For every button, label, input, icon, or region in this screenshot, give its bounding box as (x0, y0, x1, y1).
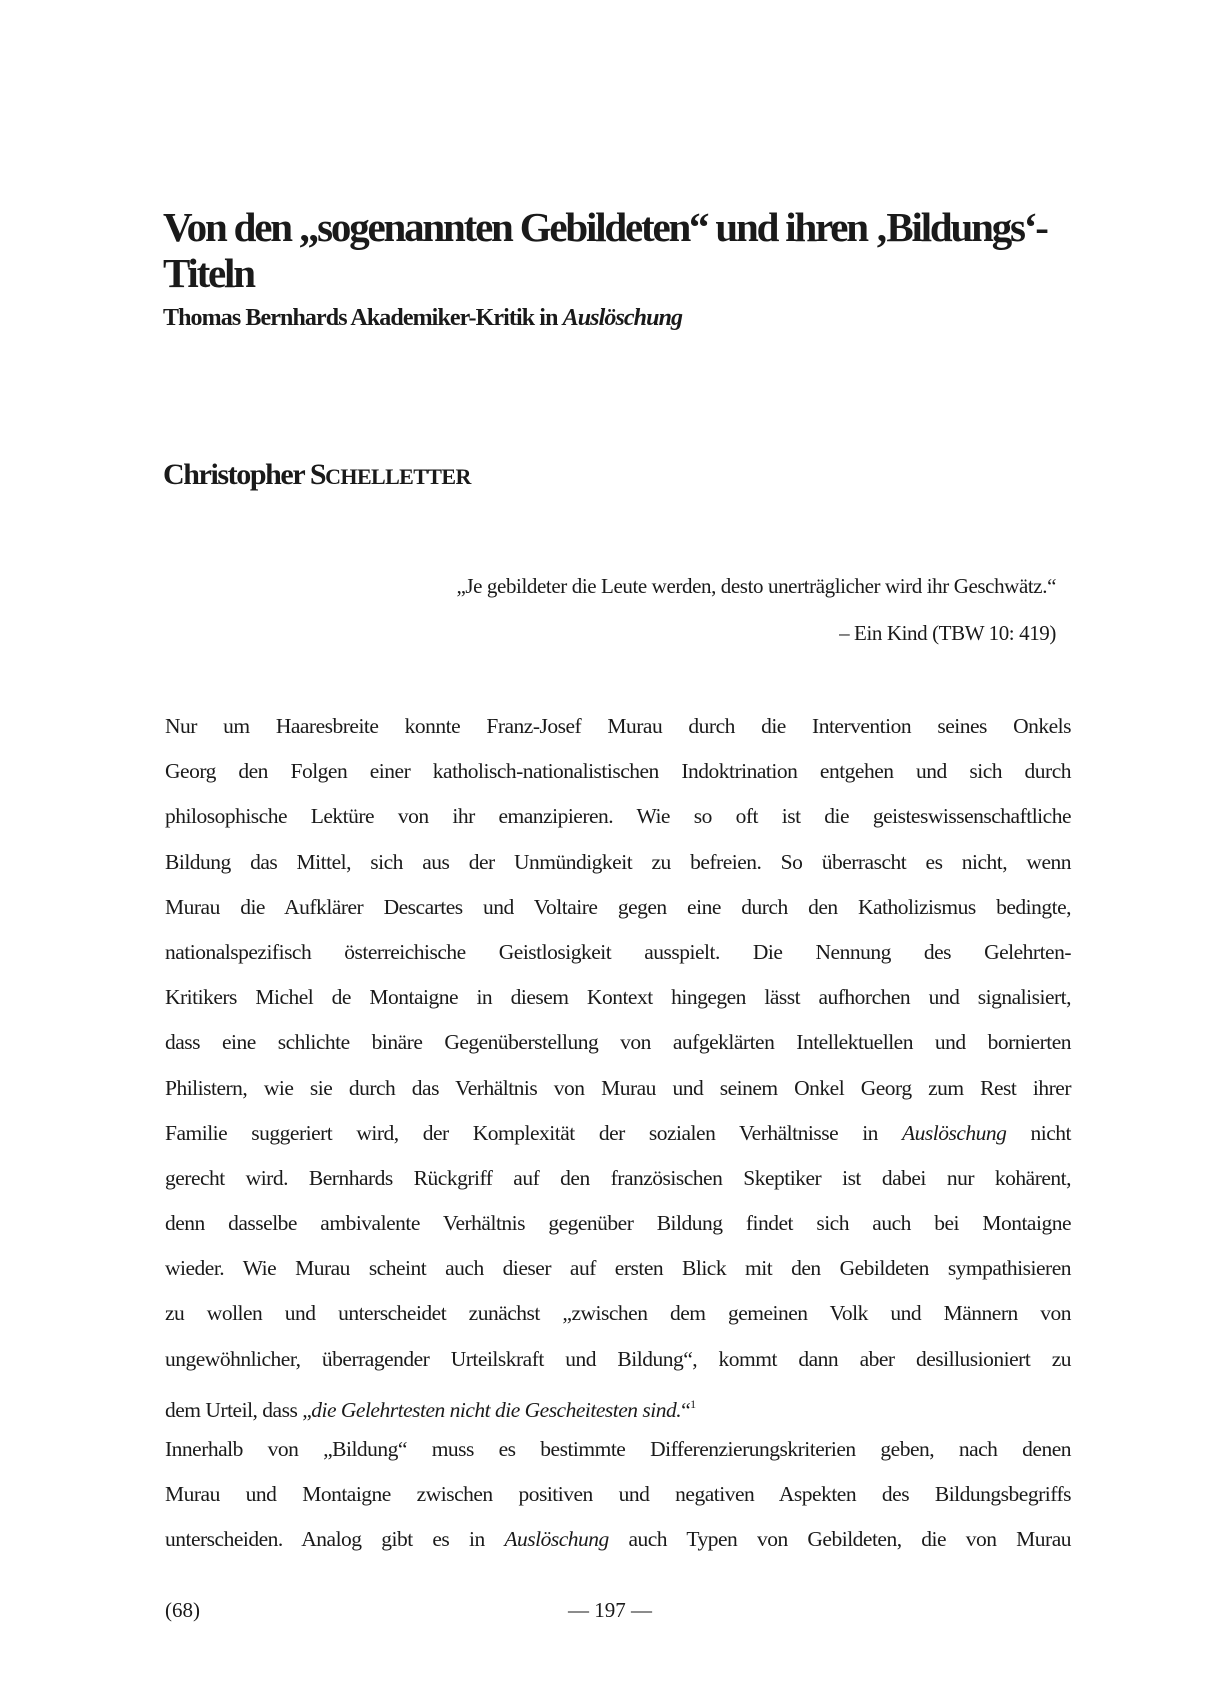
article-title: Von den „sogenannten Gebildeten“ und ihren ‚Bildungs‘-Titeln (163, 204, 1047, 296)
body-line: Murau die Aufklärer Descartes und Voltaire gegen eine durch den Katholizismus bedingte, (165, 894, 1071, 919)
author-name (163, 458, 471, 492)
body-line: wieder. Wie Murau scheint auch dieser auf ersten Blick mit den Gebildeten sympathisieren (165, 1256, 1071, 1281)
body-line: Georg den Folgen einer katholisch-nationalistischen Indoktrination entgehen und sich durch (165, 759, 1071, 784)
body-line (165, 1119, 1071, 1164)
body-line: gerecht wird. Bernhards Rückgriff auf den französischen Skeptiker ist dabei nur kohärent, (165, 1165, 1071, 1190)
page-number: — 197 — (568, 1598, 652, 1622)
text: dem Urteil, dass „ (165, 1397, 312, 1422)
subtitle-italic-work: Auslöschung (562, 305, 683, 331)
body-line (165, 1525, 1071, 1570)
body-line (165, 1390, 1071, 1435)
body-line: ungewöhnlicher, überragender Urteilskraft und Bildung“, kommt dann aber desillusioniert zu (165, 1346, 1071, 1371)
body-line: Kritikers Michel de Montaigne in diesem Kontext hingegen lässt aufhorchen und signalisiert, (165, 985, 1071, 1010)
body-line: nationalspezifisch österreichische Geistlosigkeit ausspielt. Die Nennung des Gelehrten- (165, 939, 1071, 964)
issue-number: (68) (165, 1598, 200, 1622)
subtitle-text: Thomas Bernhards Akademiker-Kritik in (163, 305, 563, 331)
author-last-rest: CHELLETTER (325, 464, 471, 489)
body-line: dass eine schlichte binäre Gegenüberstellung von aufgeklärten Intellektuellen und bornierten (165, 1030, 1071, 1055)
body-line: Murau und Montaigne zwischen positiven und negativen Aspekten des Bildungsbegriffs (165, 1482, 1071, 1507)
body-line: Innerhalb von „Bildung“ muss es bestimmte Differenzierungskriterien geben, nach denen (165, 1437, 1071, 1461)
text: Familie suggeriert wird, der Komplexität der sozialen Verhältnisse in (165, 1120, 878, 1145)
article-subtitle (163, 305, 682, 332)
italic-quote: die Gelehrtesten nicht die Gescheitesten sind. (311, 1397, 682, 1422)
body-line: Nur um Haaresbreite konnte Franz-Josef Murau durch die Intervention seines Onkels (165, 714, 1071, 738)
italic-work-title: Auslöschung (902, 1120, 1007, 1145)
body-line: zu wollen und unterscheidet zunächst „zwischen dem gemeinen Volk und Männern von (165, 1301, 1071, 1326)
body-line: philosophische Lektüre von ihr emanzipieren. Wie so oft ist die geisteswissenschaftliche (165, 804, 1071, 829)
italic-work-title: Auslöschung (504, 1527, 609, 1552)
body-line: denn dasselbe ambivalente Verhältnis gegenüber Bildung findet sich auch bei Montaigne (165, 1211, 1071, 1236)
text: “ (681, 1397, 691, 1422)
text: auch Typen von Gebildeten, die von Murau (628, 1527, 1071, 1552)
body-text (165, 712, 1071, 1571)
epigraph-quote: „Je gebildeter die Leute werden, desto unerträglicher wird ihr Geschwätz.“ (456, 574, 1056, 598)
text: unterscheiden. Analog gibt es in (165, 1527, 485, 1552)
text: nicht (1030, 1120, 1072, 1145)
body-line: Philistern, wie sie durch das Verhältnis von Murau und seinem Onkel Georg zum Rest ihrer (165, 1075, 1071, 1100)
epigraph-attribution: – Ein Kind (TBW 10: 419) (839, 621, 1056, 645)
footnote-marker[interactable]: 1 (690, 1396, 696, 1411)
author-first: Christopher (163, 458, 304, 491)
body-line: Bildung das Mittel, sich aus der Unmündigkeit zu befreien. So überrascht es nicht, wenn (165, 849, 1071, 874)
author-last-initial: S (309, 458, 326, 491)
